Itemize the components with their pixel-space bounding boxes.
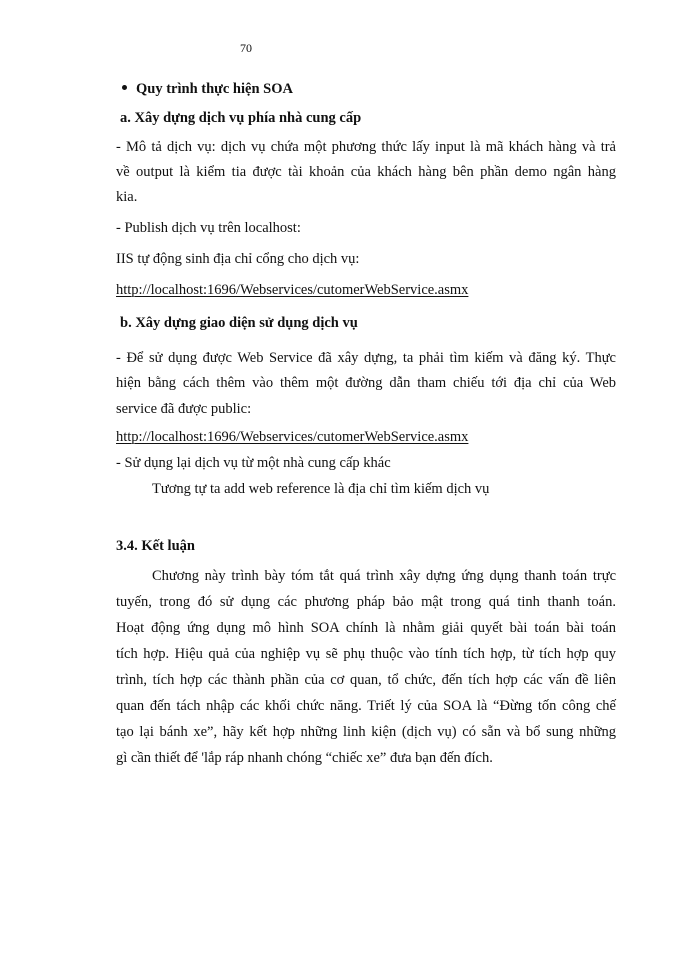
conclusion-line-8: gì cần thiết để 'lắp ráp nhanh chóng “chiếc xe” đưa bạn đến đích. [116, 750, 493, 766]
section-b-reuse: - Sử dụng lại dịch vụ từ một nhà cung cấp khác [116, 455, 391, 471]
conclusion-line-3: Hoạt động ứng dụng mô hình SOA chính là nhằm giải quyết bài toán bài toán [116, 620, 616, 636]
section-b-desc-line-1: - Để sử dụng được Web Service đã xây dựng, ta phải tìm kiếm và đăng ký. Thực [116, 350, 616, 366]
section-a-desc-line-2: về output là kiểm tia được tài khoản của khách hàng bên phần demo ngân hàng [116, 164, 616, 180]
bullet-heading [122, 80, 293, 98]
conclusion-line-2: tuyến, trong đó sử dụng các phương pháp bảo mật trong quá tinh thanh toán. [116, 594, 616, 610]
section-a-desc-line-1: - Mô tả dịch vụ: dịch vụ chứa một phương thức lấy input là mã khách hàng và trả [116, 139, 616, 155]
section-b-url-link[interactable]: http://localhost:1696/Webservices/cutomerWebService.asmx [116, 429, 469, 445]
conclusion-line-7: tạo lại bánh xe”, hãy kết hợp những linh kiện (dịch vụ) có sẵn và bổ sung những [116, 724, 616, 740]
section-a-desc-line-3: kia. [116, 189, 138, 205]
section-a-publish: - Publish dịch vụ trên localhost: [116, 220, 301, 236]
conclusion-line-6: quan đến tách nhập các khối chức năng. Triết lý của SOA là “Đừng tốn công chế [116, 698, 616, 714]
conclusion-line-4: tích hợp. Hiệu quả của nghiệp vụ sẽ phụ thuộc vào tính tích hợp, từ tích hợp quy [116, 646, 616, 662]
section-b-desc-line-2: hiện bằng cách thêm vào thêm một đường dẫn tham chiếu tới địa chỉ của Web [116, 375, 616, 391]
section-a-iis: IIS tự động sinh địa chỉ cổng cho dịch vụ: [116, 251, 360, 267]
section-34-title: 3.4. Kết luận [116, 538, 195, 554]
section-b-title: b. Xây dựng giao diện sử dụng dịch vụ [120, 315, 358, 331]
section-a-url-link[interactable]: http://localhost:1696/Webservices/cutomerWebService.asmx [116, 282, 469, 298]
bullet-icon [122, 85, 127, 90]
section-a-title: a. Xây dựng dịch vụ phía nhà cung cấp [120, 110, 362, 126]
section-b-desc-line-3: service đã được public: [116, 401, 252, 417]
section-b-reuse-detail: Tương tự ta add web reference là địa chỉ tìm kiếm dịch vụ [152, 481, 490, 497]
page-number: 70 [240, 41, 252, 55]
conclusion-line-1: Chương này trình bày tóm tắt quá trình xây dựng ứng dụng thanh toán trực [152, 568, 616, 584]
bullet-heading-text: Quy trình thực hiện SOA [136, 81, 293, 97]
conclusion-line-5: trình, tích hợp các thành phần của cơ quan, tổ chức, đến tích hợp các vấn đề liên [116, 672, 616, 688]
